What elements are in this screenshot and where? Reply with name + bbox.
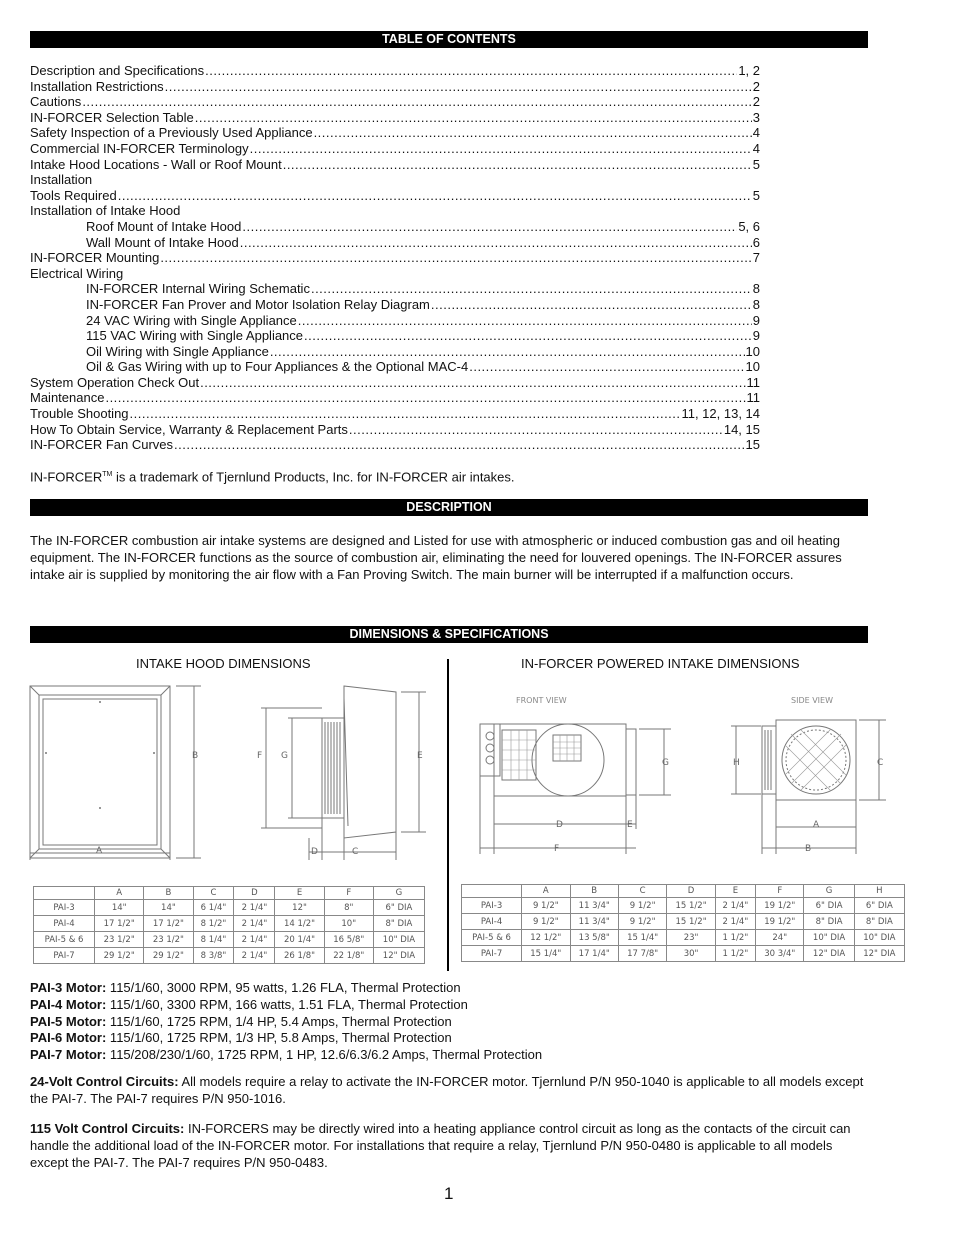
page-number: 1: [444, 1184, 454, 1203]
powered-dim-g: G: [662, 758, 669, 768]
toc-entry-page: 5, 6: [738, 218, 760, 234]
table-row: [34, 948, 425, 964]
table-cell: 12 1/2": [522, 930, 570, 946]
table-cell: 14 1/2": [275, 916, 324, 932]
powered-dim-a: A: [813, 820, 820, 830]
toc-leader-dots: [200, 375, 745, 391]
toc-leader-dots: [250, 141, 752, 157]
trademark-symbol: TM: [102, 471, 113, 478]
table-header-cell: [462, 885, 522, 898]
toc-entry-page: 10: [745, 343, 760, 359]
toc-entry: [30, 281, 760, 297]
hood-dim-a: A: [96, 846, 103, 856]
toc-entry: [30, 157, 760, 173]
table-header-cell: D: [234, 887, 275, 900]
table-cell: 12" DIA: [804, 946, 854, 962]
motor-spec-label: PAI-5 Motor:: [30, 1013, 107, 1029]
toc-entry-title: How To Obtain Service, Warranty & Replacement Parts: [30, 421, 348, 437]
toc-entry: [30, 172, 760, 188]
toc-entry-page: 2: [752, 78, 760, 94]
table-cell: 9 1/2": [522, 898, 570, 914]
toc-header: TABLE OF CONTENTS: [30, 31, 868, 48]
toc-leader-dots: [174, 437, 745, 453]
table-cell: 15 1/4": [618, 930, 666, 946]
toc-entry-title: IN-FORCER Mounting: [30, 250, 160, 266]
toc-entry-page: 5: [752, 156, 760, 172]
trademark-name: IN-FORCER: [30, 469, 103, 485]
table-cell: 2 1/4": [234, 900, 275, 916]
description-header: DESCRIPTION: [30, 499, 868, 516]
table-header-row: [462, 885, 905, 898]
table-cell: 2 1/4": [234, 932, 275, 948]
toc-entry: [30, 235, 760, 251]
powered-dim-c: C: [877, 758, 884, 768]
table-cell: 19 1/2": [756, 914, 804, 930]
hood-dimensions-title: INTAKE HOOD DIMENSIONS: [136, 656, 311, 671]
toc-entry: [30, 125, 760, 141]
table-cell: PAI-7: [462, 946, 522, 962]
motor-spec-text: 115/1/60, 3300 RPM, 166 watts, 1.51 FLA, Thermal Protection: [106, 996, 468, 1012]
toc-entry: [30, 437, 760, 453]
toc-entry-title: Installation Restrictions: [30, 78, 164, 94]
control-24v-label: 24-Volt Control Circuits:: [30, 1074, 179, 1089]
toc-leader-dots: [240, 235, 752, 251]
toc-entry-title: IN-FORCER Fan Curves: [30, 437, 174, 453]
toc-leader-dots: [304, 328, 752, 344]
table-header-cell: F: [756, 885, 804, 898]
toc-entry-title: IN-FORCER Internal Wiring Schematic: [86, 281, 310, 297]
toc-entry: [30, 359, 760, 375]
toc-entry-title: Description and Specifications: [30, 63, 205, 78]
motor-spec-label: PAI-3 Motor:: [30, 980, 107, 995]
powered-dimensions-table: [461, 884, 905, 962]
toc-leader-dots: [270, 344, 745, 360]
table-cell: 26 1/8": [275, 948, 324, 964]
toc-entry: [30, 219, 760, 235]
motor-spec-line: [30, 1014, 542, 1031]
toc-entry-title: Intake Hood Locations - Wall or Roof Mount: [30, 156, 282, 172]
toc-entry-page: 11: [746, 374, 760, 390]
control-24v: [30, 1074, 868, 1108]
toc-entry-page: 5: [752, 187, 760, 203]
toc-entry-page: 8: [752, 281, 760, 297]
table-cell: 6" DIA: [854, 898, 904, 914]
toc-entry-title: IN-FORCER Fan Prover and Motor Isolation Relay Diagram: [86, 296, 430, 312]
motor-spec-text: 115/1/60, 1725 RPM, 1/3 HP, 5.8 Amps, Thermal Protection: [106, 1030, 452, 1046]
table-cell: 23 1/2": [144, 932, 193, 948]
toc-entry: [30, 110, 760, 126]
table-cell: 10" DIA: [804, 930, 854, 946]
table-cell: 10": [324, 916, 373, 932]
table-header-cell: [34, 887, 95, 900]
toc-entry-page: 9: [752, 328, 760, 344]
trademark-line: [30, 467, 868, 486]
table-header-cell: G: [804, 885, 854, 898]
toc-entry-title: System Operation Check Out: [30, 374, 200, 390]
toc-leader-dots: [195, 110, 752, 126]
toc-leader-dots: [311, 281, 752, 297]
toc-leader-dots: [431, 297, 752, 313]
motor-spec-text: 115/1/60, 1725 RPM, 1/4 HP, 5.4 Amps, Thermal Protection: [106, 1013, 452, 1029]
table-row: [462, 930, 905, 946]
toc-entry-title: Safety Inspection of a Previously Used Appliance: [30, 125, 313, 141]
table-row: [34, 900, 425, 916]
intake-hood-drawing: [26, 678, 432, 868]
table-header-cell: H: [854, 885, 904, 898]
table-cell: 1 1/2": [715, 930, 755, 946]
toc-leader-dots: [105, 390, 745, 406]
table-of-contents: [30, 63, 760, 453]
powered-dimensions-title: IN-FORCER POWERED INTAKE DIMENSIONS: [521, 656, 800, 671]
toc-entry-title: Cautions: [30, 94, 82, 110]
toc-leader-dots: [130, 406, 681, 422]
table-cell: 17 1/2": [95, 916, 144, 932]
table-cell: 9 1/2": [522, 914, 570, 930]
table-cell: 12" DIA: [373, 948, 424, 964]
hood-dim-e: E: [417, 751, 423, 761]
toc-entry: [30, 344, 760, 360]
table-header-cell: E: [715, 885, 755, 898]
toc-entry: [30, 406, 760, 422]
table-cell: 10" DIA: [854, 930, 904, 946]
motor-spec-label: PAI-4 Motor:: [30, 996, 107, 1012]
table-cell: 9 1/2": [618, 914, 666, 930]
table-cell: PAI-3: [34, 900, 95, 916]
table-cell: 14": [144, 900, 193, 916]
toc-entry-title: Installation of Intake Hood: [30, 203, 181, 219]
table-cell: 23": [667, 930, 715, 946]
motor-spec-line: [30, 1030, 542, 1047]
toc-entry-title: Commercial IN-FORCER Terminology: [30, 140, 249, 156]
toc-entry-page: 8: [752, 296, 760, 312]
table-cell: PAI-4: [34, 916, 95, 932]
powered-dim-h: H: [733, 758, 740, 768]
control-24v-text: All models require a relay to activate the IN-FORCER motor. Tjernlund P/N 950-1040 is applicable to all models except the PAI-7. The PAI-7 requires P/N 950-1016.: [30, 1074, 864, 1106]
table-row: [462, 946, 905, 962]
toc-entry-title: Electrical Wiring: [30, 265, 124, 281]
toc-entry-page: 4: [752, 125, 760, 141]
table-header-row: [34, 887, 425, 900]
table-cell: 23 1/2": [95, 932, 144, 948]
side-view-label: SIDE VIEW: [791, 696, 833, 705]
powered-dim-b: B: [805, 844, 812, 854]
powered-dim-f: F: [554, 844, 560, 854]
hood-dim-g: G: [281, 751, 288, 761]
toc-entry-page: 6: [752, 234, 760, 250]
toc-entry-page: 9: [752, 312, 760, 328]
toc-entry: [30, 328, 760, 344]
motor-spec-line: [30, 997, 542, 1014]
control-115v-text: IN-FORCERS may be directly wired into a heating appliance control circuit as long as the contacts of the circuit can handle the additional load of the IN-FORCER motor. For installations that require a relay, Tjernlund P/N 950-0480 is applicable to all models except the PAI-7. The PAI-7 requires P/N 950-0483.: [30, 1121, 851, 1170]
toc-leader-dots: [165, 79, 752, 95]
toc-leader-dots: [82, 94, 751, 110]
toc-entry-page: 3: [752, 109, 760, 125]
table-row: [462, 898, 905, 914]
table-header-cell: D: [667, 885, 715, 898]
table-header-cell: B: [144, 887, 193, 900]
table-header-cell: B: [570, 885, 618, 898]
front-view-label: FRONT VIEW: [516, 696, 567, 705]
control-115v-label: 115 Volt Control Circuits:: [30, 1121, 185, 1136]
table-cell: 8" DIA: [804, 914, 854, 930]
table-cell: 19 1/2": [756, 898, 804, 914]
table-header-cell: C: [193, 887, 234, 900]
hood-front-inner: [39, 695, 161, 849]
toc-entry-title: 115 VAC Wiring with Single Appliance: [86, 328, 304, 344]
table-cell: PAI-7: [34, 948, 95, 964]
toc-leader-dots: [314, 125, 752, 141]
table-cell: 15 1/4": [522, 946, 570, 962]
table-cell: 24": [756, 930, 804, 946]
hood-dim-d: D: [311, 847, 318, 857]
toc-entry: [30, 94, 760, 110]
table-cell: 8": [324, 900, 373, 916]
hood-dim-c: C: [352, 847, 359, 857]
toc-entry-page: 10: [745, 359, 760, 375]
toc-entry-page: 14, 15: [723, 421, 760, 437]
table-header-cell: A: [522, 885, 570, 898]
toc-entry: [30, 422, 760, 438]
motor-spec-text: 115/208/230/1/60, 1725 RPM, 1 HP, 12.6/6.3/6.2 Amps, Thermal Protection: [106, 1047, 543, 1063]
toc-entry: [30, 390, 760, 406]
table-cell: 2 1/4": [715, 914, 755, 930]
table-cell: 2 1/4": [234, 916, 275, 932]
toc-entry-page: 15: [745, 437, 760, 453]
toc-entry: [30, 313, 760, 329]
table-cell: 17 1/4": [570, 946, 618, 962]
motor-specs: [30, 980, 542, 1064]
toc-leader-dots: [205, 63, 737, 79]
toc-entry-page: 11: [746, 390, 760, 406]
table-cell: 8 3/8": [193, 948, 234, 964]
motor-spec-label: PAI-7 Motor:: [30, 1047, 107, 1063]
hood-front-outline: [30, 686, 170, 858]
toc-leader-dots: [160, 250, 751, 266]
description-text: The IN-FORCER combustion air intake systems are designed and Listed for use with atmospheric or induced combustion gas and oil heating equipment. The IN-FORCER functions as the source of combustion air, eliminating the need for louvered openings. The IN-FORCER assures intake air is supplied by monitoring the air flow with a Fan Proving Switch. The main burner will be interrupted if a malfunction occurs.: [30, 533, 842, 582]
table-cell: 11 3/4": [570, 898, 618, 914]
dimensions-header: DIMENSIONS & SPECIFICATIONS: [30, 626, 868, 643]
table-cell: 6" DIA: [373, 900, 424, 916]
powered-intake-drawing: [476, 684, 896, 864]
toc-entry-title: Maintenance: [30, 390, 105, 406]
toc-leader-dots: [469, 359, 744, 375]
table-cell: 29 1/2": [95, 948, 144, 964]
motor-spec-line: [30, 980, 542, 997]
table-row: [34, 916, 425, 932]
table-cell: 15 1/2": [667, 914, 715, 930]
table-cell: 6 1/4": [193, 900, 234, 916]
toc-entry-title: Trouble Shooting: [30, 406, 129, 422]
table-header-cell: F: [324, 887, 373, 900]
table-cell: 2 1/4": [234, 948, 275, 964]
table-cell: 14": [95, 900, 144, 916]
table-header-cell: A: [95, 887, 144, 900]
toc-entry: [30, 79, 760, 95]
table-header-cell: E: [275, 887, 324, 900]
table-cell: 30 3/4": [756, 946, 804, 962]
table-cell: 8" DIA: [854, 914, 904, 930]
toc-entry-title: Oil & Gas Wiring with up to Four Appliances & the Optional MAC-4: [86, 359, 469, 375]
table-cell: 8 1/4": [193, 932, 234, 948]
table-cell: 30": [667, 946, 715, 962]
table-cell: 16 5/8": [324, 932, 373, 948]
toc-entry-page: 2: [752, 94, 760, 110]
toc-entry-page: 7: [752, 250, 760, 266]
powered-dim-d: D: [556, 820, 563, 830]
table-cell: 6" DIA: [804, 898, 854, 914]
table-cell: 2 1/4": [715, 898, 755, 914]
toc-entry-title: IN-FORCER Selection Table: [30, 109, 194, 125]
toc-leader-dots: [298, 313, 752, 329]
toc-entry: [30, 266, 760, 282]
table-cell: 15 1/2": [667, 898, 715, 914]
toc-entry: [30, 141, 760, 157]
toc-leader-dots: [242, 219, 737, 235]
table-header-cell: G: [373, 887, 424, 900]
table-header-cell: C: [618, 885, 666, 898]
table-cell: 10" DIA: [373, 932, 424, 948]
table-cell: PAI-3: [462, 898, 522, 914]
toc-entry-title: Roof Mount of Intake Hood: [86, 218, 242, 234]
toc-entry: [30, 297, 760, 313]
table-row: [462, 914, 905, 930]
table-cell: 8 1/2": [193, 916, 234, 932]
trademark-text: is a trademark of Tjernlund Products, Inc. for IN-FORCER air intakes.: [112, 469, 515, 485]
toc-entry-page: 11, 12, 13, 14: [681, 406, 760, 422]
table-cell: 12" DIA: [854, 946, 904, 962]
table-cell: 8" DIA: [373, 916, 424, 932]
table-cell: 20 1/4": [275, 932, 324, 948]
table-cell: 13 5/8": [570, 930, 618, 946]
table-cell: PAI-5 & 6: [34, 932, 95, 948]
toc-leader-dots: [118, 188, 752, 204]
table-cell: PAI-4: [462, 914, 522, 930]
hood-dim-b: B: [192, 751, 199, 761]
hood-dim-f: F: [257, 751, 263, 761]
table-cell: 12": [275, 900, 324, 916]
toc-entry: [30, 203, 760, 219]
table-cell: 17 7/8": [618, 946, 666, 962]
toc-entry-title: 24 VAC Wiring with Single Appliance: [86, 312, 297, 328]
toc-entry: [30, 250, 760, 266]
toc-leader-dots: [349, 422, 723, 438]
toc-entry-title: Tools Required: [30, 187, 117, 203]
toc-entry: [30, 375, 760, 391]
toc-leader-dots: [283, 157, 752, 173]
toc-entry-page: 1, 2: [738, 63, 760, 78]
motor-spec-text: 115/1/60, 3000 RPM, 95 watts, 1.26 FLA, Thermal Protection: [106, 980, 461, 995]
figure-divider: [447, 659, 449, 971]
control-115v: [30, 1121, 868, 1171]
toc-entry-title: Installation: [30, 172, 93, 188]
table-cell: PAI-5 & 6: [462, 930, 522, 946]
table-cell: 11 3/4": [570, 914, 618, 930]
table-cell: 22 1/8": [324, 948, 373, 964]
motor-spec-label: PAI-6 Motor:: [30, 1030, 107, 1046]
table-cell: 9 1/2": [618, 898, 666, 914]
powered-dim-e: E: [627, 820, 633, 830]
table-cell: 17 1/2": [144, 916, 193, 932]
toc-entry-title: Oil Wiring with Single Appliance: [86, 343, 269, 359]
toc-entry: [30, 63, 760, 79]
toc-entry: [30, 188, 760, 204]
motor-spec-line: [30, 1047, 542, 1064]
toc-entry-page: 4: [752, 140, 760, 156]
table-cell: 29 1/2": [144, 948, 193, 964]
table-cell: 1 1/2": [715, 946, 755, 962]
hood-dimensions-table: [33, 886, 425, 964]
table-row: [34, 932, 425, 948]
toc-entry-title: Wall Mount of Intake Hood: [86, 234, 239, 250]
